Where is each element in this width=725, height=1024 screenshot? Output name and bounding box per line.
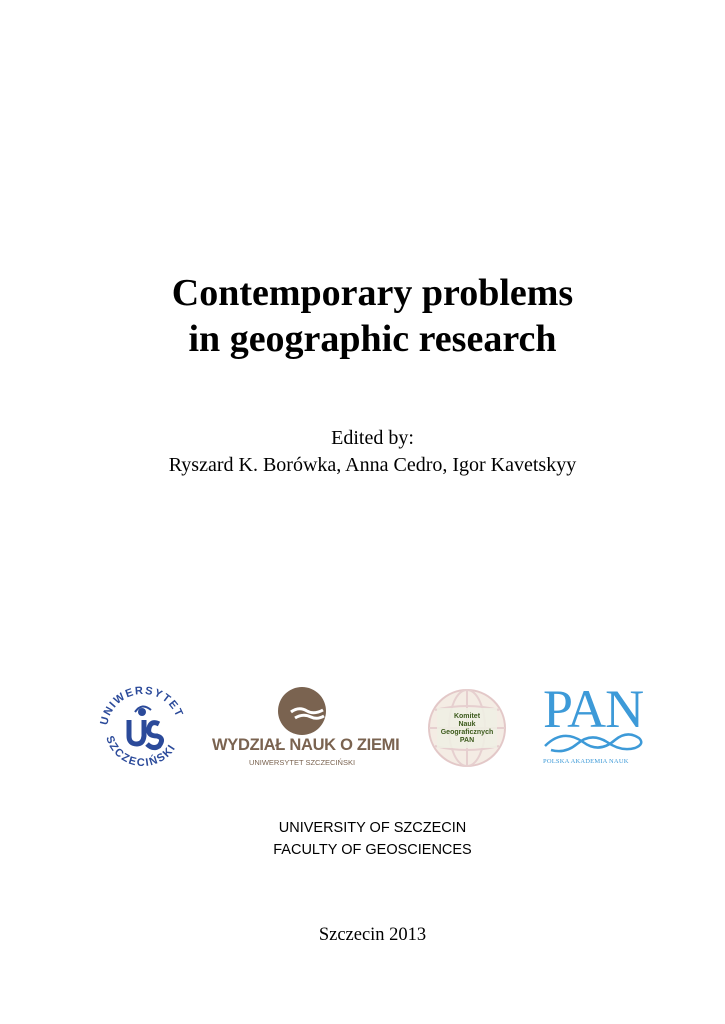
polish-academy-of-sciences-logo: [543, 686, 645, 770]
title-line-2: in geographic research: [188, 318, 557, 360]
imprint-place-year: Szczecin 2013: [318, 925, 427, 945]
committee-geographical-sciences-logo: [427, 688, 507, 768]
edited-by-label: Edited by:: [331, 427, 414, 449]
us-seal-icon: [95, 684, 191, 768]
earth-wave-disc-icon: [277, 686, 327, 736]
committee-line-4: PAN: [459, 737, 475, 744]
committee-line-3: Geograficznych: [440, 729, 494, 736]
svg-text:UNIWERSYTET: UNIWERSYTET: [98, 684, 186, 727]
committee-line-1: Komitet: [453, 713, 481, 720]
university-name: UNIVERSITY OF SZCZECIN: [278, 820, 467, 836]
faculty-name: WYDZIAŁ NAUK O ZIEMI: [212, 736, 400, 754]
svg-text:SZCZECIŃSKI: SZCZECIŃSKI: [103, 734, 179, 768]
faculty-english-name: FACULTY OF GEOSCIENCES: [273, 842, 472, 858]
title-line-1: Contemporary problems: [171, 272, 574, 314]
committee-name: [427, 713, 507, 745]
faculty-of-geosciences-logo: [212, 686, 400, 772]
university-of-szczecin-logo: [95, 684, 191, 768]
faculty-university-name: UNIWERSYTET SZCZECIŃSKI: [248, 758, 356, 767]
pan-full-name: POLSKA AKADEMIA NAUK: [543, 758, 629, 765]
committee-line-2: Nauk: [458, 721, 476, 728]
infinity-wave-icon: [543, 724, 645, 758]
editors-names: Ryszard K. Borówka, Anna Cedro, Igor Kavetskyy: [168, 454, 577, 476]
pan-wordmark: PAN: [543, 686, 644, 739]
